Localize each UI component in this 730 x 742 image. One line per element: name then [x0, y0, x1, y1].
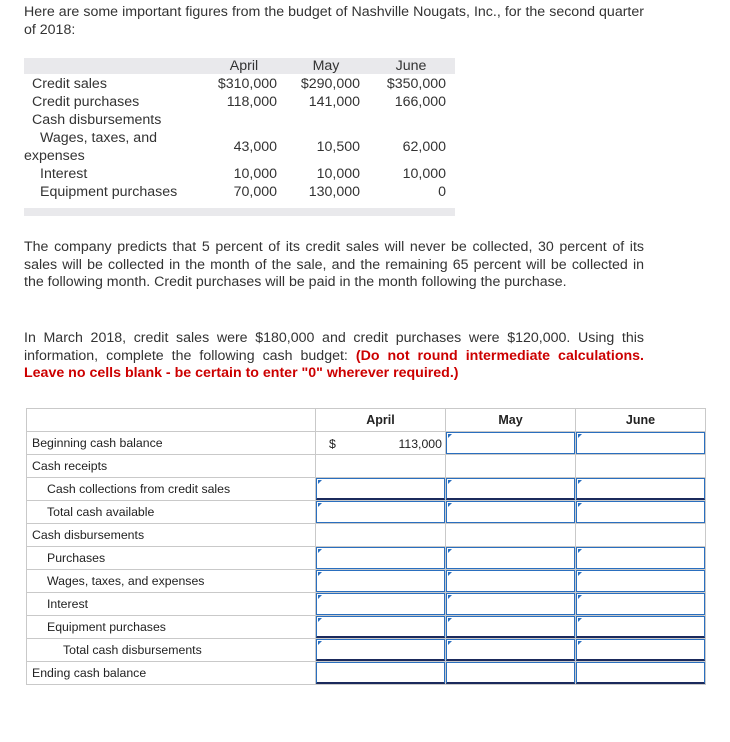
figures-value: 130,000 — [308, 184, 360, 200]
figures-value: 0 — [438, 184, 446, 200]
instructions-body: In March 2018, credit sales were $180,000 and credit purchases were $120,000. Using this information, complete the following cash budget: — [24, 330, 644, 364]
input-marker-icon — [448, 618, 452, 622]
header-may: May — [446, 409, 576, 432]
april-purchases-input[interactable] — [316, 547, 446, 570]
input-marker-icon — [578, 595, 582, 599]
june-ending-cash-input[interactable] — [576, 662, 706, 685]
input-marker-icon — [318, 595, 322, 599]
table-row — [27, 455, 706, 478]
figures-value: 70,000 — [233, 184, 277, 200]
row-label-total-cash-available: Total cash available — [27, 501, 316, 524]
input-marker-icon — [448, 641, 452, 645]
input-marker-icon — [448, 480, 452, 484]
input-marker-icon — [448, 595, 452, 599]
may-wages-input[interactable] — [446, 570, 576, 593]
april-beginning-cash-value: 113,000 — [398, 437, 442, 451]
figures-value: 166,000 — [394, 94, 446, 110]
table-row — [27, 547, 706, 570]
june-cash-collections-input[interactable] — [576, 478, 706, 501]
empty-cell — [446, 455, 576, 478]
empty-cell — [576, 455, 706, 478]
figures-value: 10,000 — [402, 166, 446, 182]
figures-value: $310,000 — [217, 76, 277, 92]
table-row — [27, 662, 706, 685]
may-total-cash-available-input[interactable] — [446, 501, 576, 524]
row-label-cash-collections: Cash collections from credit sales — [27, 478, 316, 501]
input-marker-icon — [578, 641, 582, 645]
collection-assumptions-text: The company predicts that 5 percent of its credit sales will never be collected, 30 percent of its sales will be collected in the month of the sale, and the remaining 65 percent will be collected in the following month. Credit purchases will be paid in the month following the purchase. — [24, 239, 644, 291]
figures-header-may: May — [312, 58, 340, 74]
june-wages-input[interactable] — [576, 570, 706, 593]
input-marker-icon — [318, 503, 322, 507]
may-interest-input[interactable] — [446, 593, 576, 616]
table-row — [27, 570, 706, 593]
row-label-total-cash-disbursements: Total cash disbursements — [27, 639, 316, 662]
row-label-ending-cash: Ending cash balance — [27, 662, 316, 685]
figures-label-wages-line2: expenses — [24, 148, 85, 164]
figures-header-june: June — [395, 58, 427, 74]
input-marker-icon — [448, 503, 452, 507]
table-row — [27, 524, 706, 547]
figures-value: 62,000 — [402, 139, 446, 155]
june-total-cash-available-input[interactable] — [576, 501, 706, 524]
empty-cell — [316, 524, 446, 547]
table-row — [27, 639, 706, 662]
header-blank-cell — [27, 409, 316, 432]
input-marker-icon — [448, 572, 452, 576]
row-label-beginning-cash: Beginning cash balance — [27, 432, 316, 455]
currency-symbol: $ — [329, 437, 336, 451]
input-marker-icon — [578, 618, 582, 622]
row-label-purchases: Purchases — [27, 547, 316, 570]
intro-text: Here are some important figures from the budget of Nashville Nougats, Inc., for the second quarter of 2018: — [24, 4, 644, 38]
empty-cell — [316, 455, 446, 478]
input-marker-icon — [578, 549, 582, 553]
june-total-disbursements-input[interactable] — [576, 639, 706, 662]
header-june: June — [576, 409, 706, 432]
figures-value: 43,000 — [233, 139, 277, 155]
row-label-equipment-purchases: Equipment purchases — [27, 616, 316, 639]
cash-budget-table — [26, 408, 706, 685]
figures-value: $290,000 — [300, 76, 360, 92]
empty-cell — [576, 524, 706, 547]
figures-value: 118,000 — [226, 94, 277, 110]
april-total-disbursements-input[interactable] — [316, 639, 446, 662]
input-marker-icon — [318, 572, 322, 576]
figures-value: 141,000 — [308, 94, 360, 110]
table-row — [27, 616, 706, 639]
june-interest-input[interactable] — [576, 593, 706, 616]
figures-value: 10,500 — [316, 139, 360, 155]
june-beginning-cash-input[interactable] — [576, 432, 706, 455]
may-purchases-input[interactable] — [446, 547, 576, 570]
figures-label-credit-purchases: Credit purchases — [32, 94, 140, 110]
input-marker-icon — [318, 641, 322, 645]
may-ending-cash-input[interactable] — [446, 662, 576, 685]
april-ending-cash-input[interactable] — [316, 662, 446, 685]
input-marker-icon — [448, 549, 452, 553]
june-equipment-input[interactable] — [576, 616, 706, 639]
april-beginning-cash-cell — [316, 432, 446, 455]
figures-value: 10,000 — [233, 166, 277, 182]
table-header-row — [27, 409, 706, 432]
table-row — [27, 432, 706, 455]
input-marker-icon — [578, 480, 582, 484]
figures-footer-band — [24, 208, 455, 216]
april-total-cash-available-input[interactable] — [316, 501, 446, 524]
table-row — [27, 478, 706, 501]
row-label-wages: Wages, taxes, and expenses — [27, 570, 316, 593]
input-marker-icon — [578, 503, 582, 507]
row-label-interest: Interest — [27, 593, 316, 616]
input-marker-icon — [318, 549, 322, 553]
figures-label-equipment: Equipment purchases — [40, 184, 178, 200]
input-marker-icon — [448, 434, 452, 438]
instructions-emphasis: (Do not round intermediate calculations. Leave no cells blank - be certain to enter "0" wherever required.) — [24, 347, 644, 382]
input-marker-icon — [578, 434, 582, 438]
row-label-cash-receipts: Cash receipts — [27, 455, 316, 478]
may-equipment-input[interactable] — [446, 616, 576, 639]
empty-cell — [446, 524, 576, 547]
figures-label-credit-sales: Credit sales — [32, 76, 107, 92]
header-april: April — [316, 409, 446, 432]
april-interest-input[interactable] — [316, 593, 446, 616]
april-wages-input[interactable] — [316, 570, 446, 593]
june-purchases-input[interactable] — [576, 547, 706, 570]
figures-value: $350,000 — [386, 76, 446, 92]
budget-figures-table — [24, 58, 455, 216]
instructions-text — [24, 330, 644, 383]
april-cash-collections-input[interactable] — [316, 478, 446, 501]
may-cash-collections-input[interactable] — [446, 478, 576, 501]
input-marker-icon — [318, 618, 322, 622]
figures-label-cash-disbursements: Cash disbursements — [32, 112, 162, 128]
row-label-cash-disbursements: Cash disbursements — [27, 524, 316, 547]
april-equipment-input[interactable] — [316, 616, 446, 639]
may-total-disbursements-input[interactable] — [446, 639, 576, 662]
figures-value: 10,000 — [316, 166, 360, 182]
figures-header-april: April — [229, 58, 259, 74]
figures-label-wages-line1: Wages, taxes, and — [40, 130, 157, 146]
table-row — [27, 501, 706, 524]
figures-label-interest: Interest — [40, 166, 88, 182]
may-beginning-cash-input[interactable] — [446, 432, 576, 455]
input-marker-icon — [578, 572, 582, 576]
table-row — [27, 593, 706, 616]
input-marker-icon — [318, 480, 322, 484]
